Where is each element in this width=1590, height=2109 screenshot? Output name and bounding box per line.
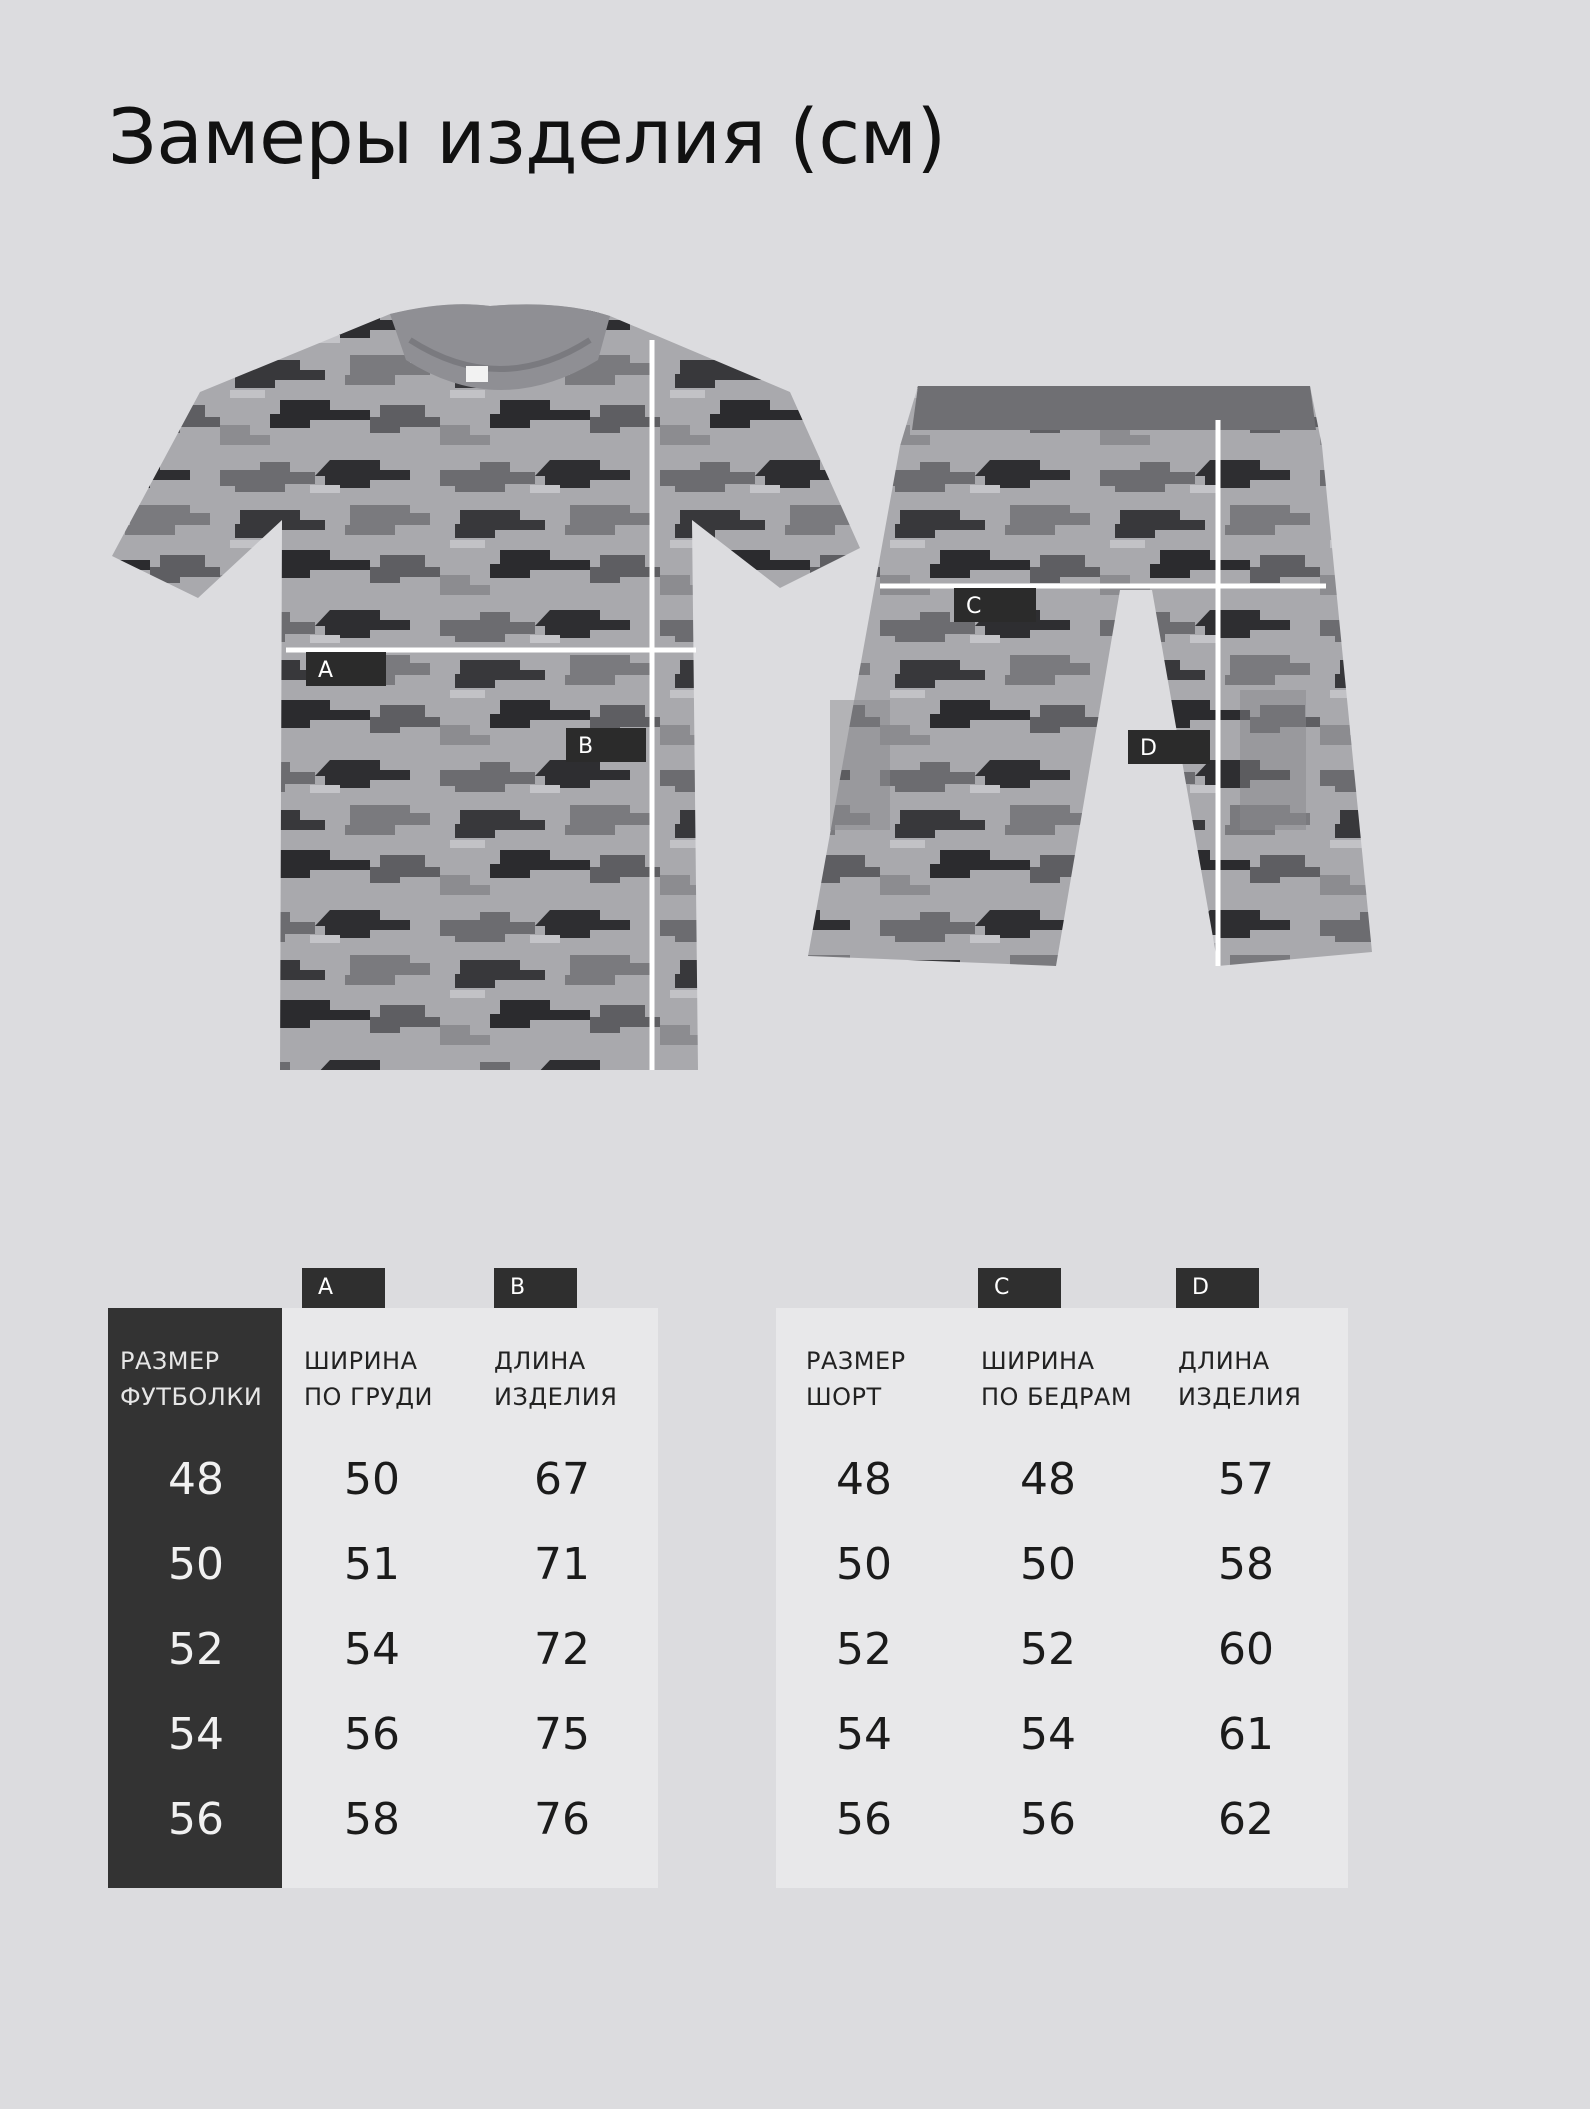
header-chest: ШИРИНА ПО ГРУДИ bbox=[304, 1347, 434, 1411]
shorts-size-table: C D РАЗМЕР ШОРТ ШИРИНА ПО БЕДРАМ ДЛИНА ИЗДЕЛИЯ 48 48 57 50 50 58 52 52 60 54 54 61 56 56 62 bbox=[776, 1268, 1348, 1888]
marker-c: C bbox=[966, 594, 982, 619]
tag-c: C bbox=[978, 1268, 1061, 1308]
marker-d: D bbox=[1140, 736, 1157, 761]
marker-a: A bbox=[318, 658, 334, 683]
tag-b: B bbox=[494, 1268, 577, 1308]
shorts-image bbox=[808, 386, 1372, 966]
header-length: ДЛИНА ИЗДЕЛИЯ bbox=[494, 1347, 618, 1411]
tshirt-image bbox=[112, 304, 860, 1070]
marker-b: B bbox=[578, 734, 594, 759]
tag-d: D bbox=[1176, 1268, 1259, 1308]
header-length: ДЛИНА ИЗДЕЛИЯ bbox=[1178, 1347, 1302, 1411]
page-title: Замеры изделия (см) bbox=[108, 92, 946, 181]
tshirt-size-table: A B РАЗМЕР ФУТБОЛКИ ШИРИНА ПО ГРУДИ ДЛИНА ИЗДЕЛИЯ 48 50 67 50 51 71 52 54 72 54 56 75 56 58 76 bbox=[108, 1268, 658, 1888]
header-hips: ШИРИНА ПО БЕДРАМ bbox=[981, 1347, 1133, 1411]
tag-a: A bbox=[302, 1268, 385, 1308]
header-size: РАЗМЕР ШОРТ bbox=[806, 1347, 906, 1411]
header-size: РАЗМЕР ФУТБОЛКИ bbox=[120, 1347, 263, 1411]
